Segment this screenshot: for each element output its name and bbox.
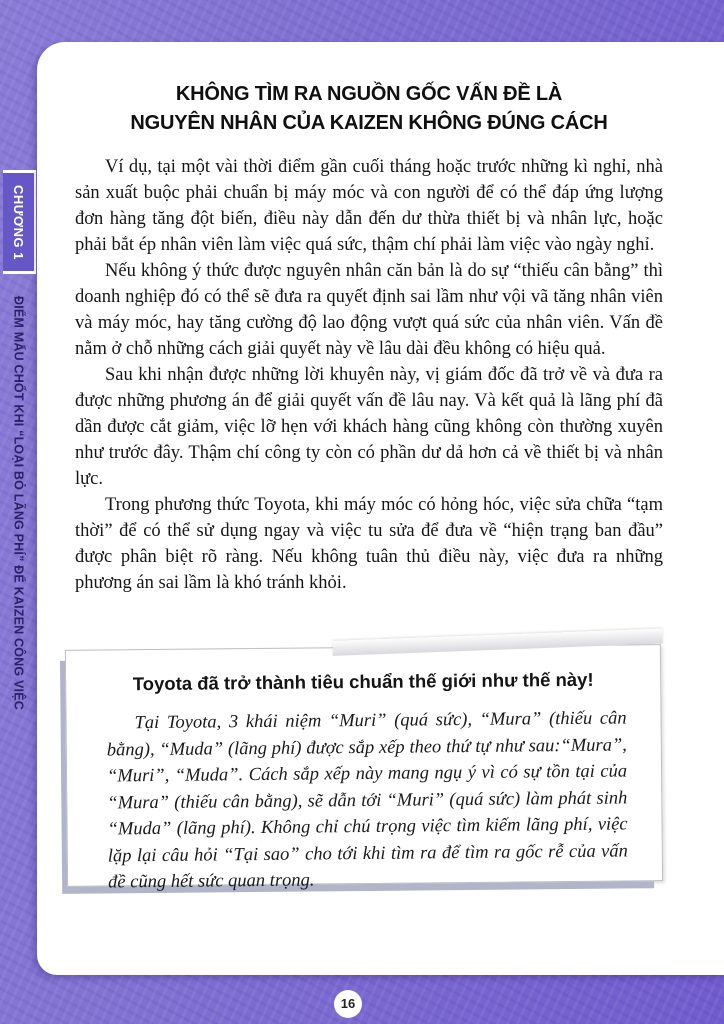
page-content — [75, 80, 663, 596]
paragraph-2: Nếu không ý thức được nguyên nhân căn bản là do sự “thiếu cân bằng” thì doanh nghiệp đó có thể sẽ đưa ra quyết định sai lầm như vội vã tăng nhân viên và máy móc, hay tăng cường độ lao động vượt quá sức của nhân viên. Vấn đề nằm ở chỗ những cách giải quyết này về lâu dài đều không có hiệu quả. — [75, 261, 663, 359]
callout-body: Tại Toyota, 3 khái niệm “Muri” (quá sức), “Mura” (thiếu cân bằng), “Muda” (lãng phí) được sắp xếp theo thứ tự như sau:“Mura”, “Muri”, “Muda”. Cách sắp xếp này mang ngụ ý vì có sự tồn tại của “Mura” (thiếu cân bằng), sẽ dẫn tới “Muri” (quá sức) làm phát sinh “Muda” (lãng phí). Không chỉ chú trọng việc tìm kiếm lãng phí, việc lặp lại câu hỏi “Tại sao” cho tới khi tìm ra để tìm ra gốc rễ của vấn đề cũng hết sức quan trọng. — [106, 708, 628, 893]
paragraph-1: Ví dụ, tại một vài thời điểm gần cuối tháng hoặc trước những kì nghỉ, nhà sản xuất buộc phải chuẩn bị máy móc và con người để có thể đáp ứng lượng đơn hàng tăng đột biến, điều này dẫn đến dư thừa thiết bị và nhân lực, hoặc phải bắt ép nhân viên làm việc quá sức, thậm chí phải làm việc vào ngày nghỉ. — [75, 157, 663, 255]
body-text — [75, 154, 663, 596]
chapter-title-vertical — [0, 288, 37, 718]
callout-card — [65, 644, 663, 893]
paragraph-3: Sau khi nhận được những lời khuyên này, vị giám đốc đã trở về và đưa ra được những phương án để giải quyết vấn đề lâu nay. Và kết quả là lãng phí đã dần được cắt giảm, việc lỡ hẹn với khách hàng cũng không còn thường xuyên như trước đây. Thậm chí công ty còn có phần dư dả hơn cả về thiết bị và nhân lực. — [75, 365, 663, 489]
chapter-badge-label: CHƯƠNG 1 — [11, 184, 26, 260]
chapter-title-text: ĐIỂM MẤU CHỐT KHI “LOẠI BỎ LÃNG PHÍ” ĐỂ KAIZEN CÔNG VIỆC — [11, 296, 26, 710]
paragraph-4: Trong phương thức Toyota, khi máy móc có hỏng hóc, việc sửa chữa “tạm thời” để có thể sử dụng ngay và việc tu sửa để đưa về “hiện trạng ban đầu” được phân biệt rõ ràng. Nếu không tuân thủ điều này, việc đưa ra những phương án sai lầm là khó tránh khỏi. — [75, 495, 663, 593]
page-number-badge: 16 — [334, 990, 362, 1018]
callout-title: Toyota đã trở thành tiêu chuẩn thế giới như thế này! — [132, 668, 594, 695]
page-title-line1: KHÔNG TÌM RA NGUỒN GỐC VẤN ĐỀ LÀ — [175, 83, 563, 105]
page-title — [75, 80, 663, 138]
chapter-badge — [3, 170, 36, 274]
page-title-line2: NGUYÊN NHÂN CỦA KAIZEN KHÔNG ĐÚNG CÁCH — [130, 112, 608, 134]
